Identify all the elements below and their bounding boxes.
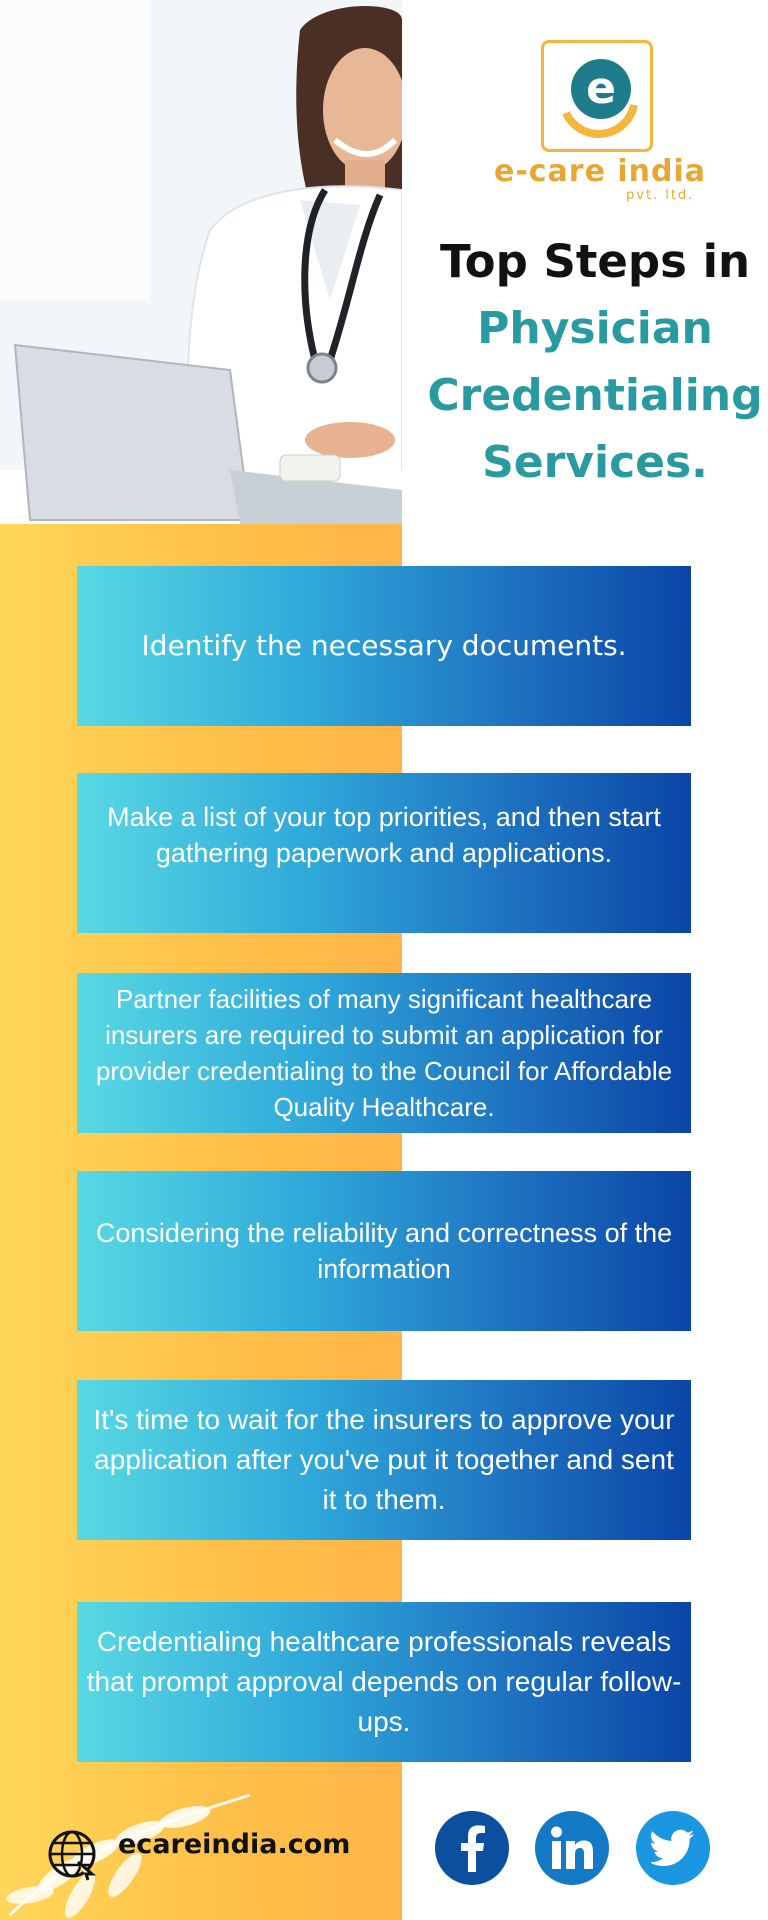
facebook-icon: [452, 1824, 492, 1872]
facebook-button[interactable]: [435, 1811, 509, 1885]
twitter-button[interactable]: [636, 1811, 710, 1885]
twitter-icon: [651, 1829, 695, 1867]
step-card-4: [77, 1171, 691, 1331]
website-link[interactable]: ecareindia.com: [118, 1829, 351, 1860]
step-card-1: [77, 566, 691, 726]
title-line-4: Services.: [482, 437, 708, 488]
step-card-3: [77, 973, 691, 1133]
step-card-5: [77, 1380, 691, 1540]
globe-icon: [44, 1826, 100, 1882]
step-text: Partner facilities of many significant healthcare insurers are required to submit an application for provider credentialing to the Council for Affordable Quality Healthcare.: [95, 984, 673, 1122]
title-line-1: Top Steps in: [439, 235, 751, 288]
step-text: Identify the necessary documents.: [141, 629, 627, 662]
linkedin-button[interactable]: [535, 1811, 609, 1885]
step-text: It's time to wait for the insurers to approve your application after you've put it together and sent it to them.: [93, 1404, 675, 1515]
step-text: Make a list of your top priorities, and then start gathering paperwork and applications.: [107, 802, 661, 868]
svg-text:e: e: [586, 63, 616, 114]
physician-photo: [0, 0, 402, 524]
step-text: Considering the reliability and correctness of the information: [95, 1218, 673, 1284]
step-text: Credentialing healthcare professionals reveals that prompt approval depends on regular follow-ups.: [86, 1626, 682, 1737]
linkedin-icon: [549, 1825, 595, 1871]
step-card-2: [77, 773, 691, 933]
company-logo: [541, 40, 653, 152]
title-line-2: Physician: [477, 303, 713, 354]
page-title: [418, 228, 768, 496]
brand-suffix: pvt. ltd.: [626, 188, 695, 203]
title-line-3: Credentialing: [427, 370, 763, 421]
step-card-6: [77, 1602, 691, 1762]
brand-name: e-care india: [493, 154, 707, 189]
